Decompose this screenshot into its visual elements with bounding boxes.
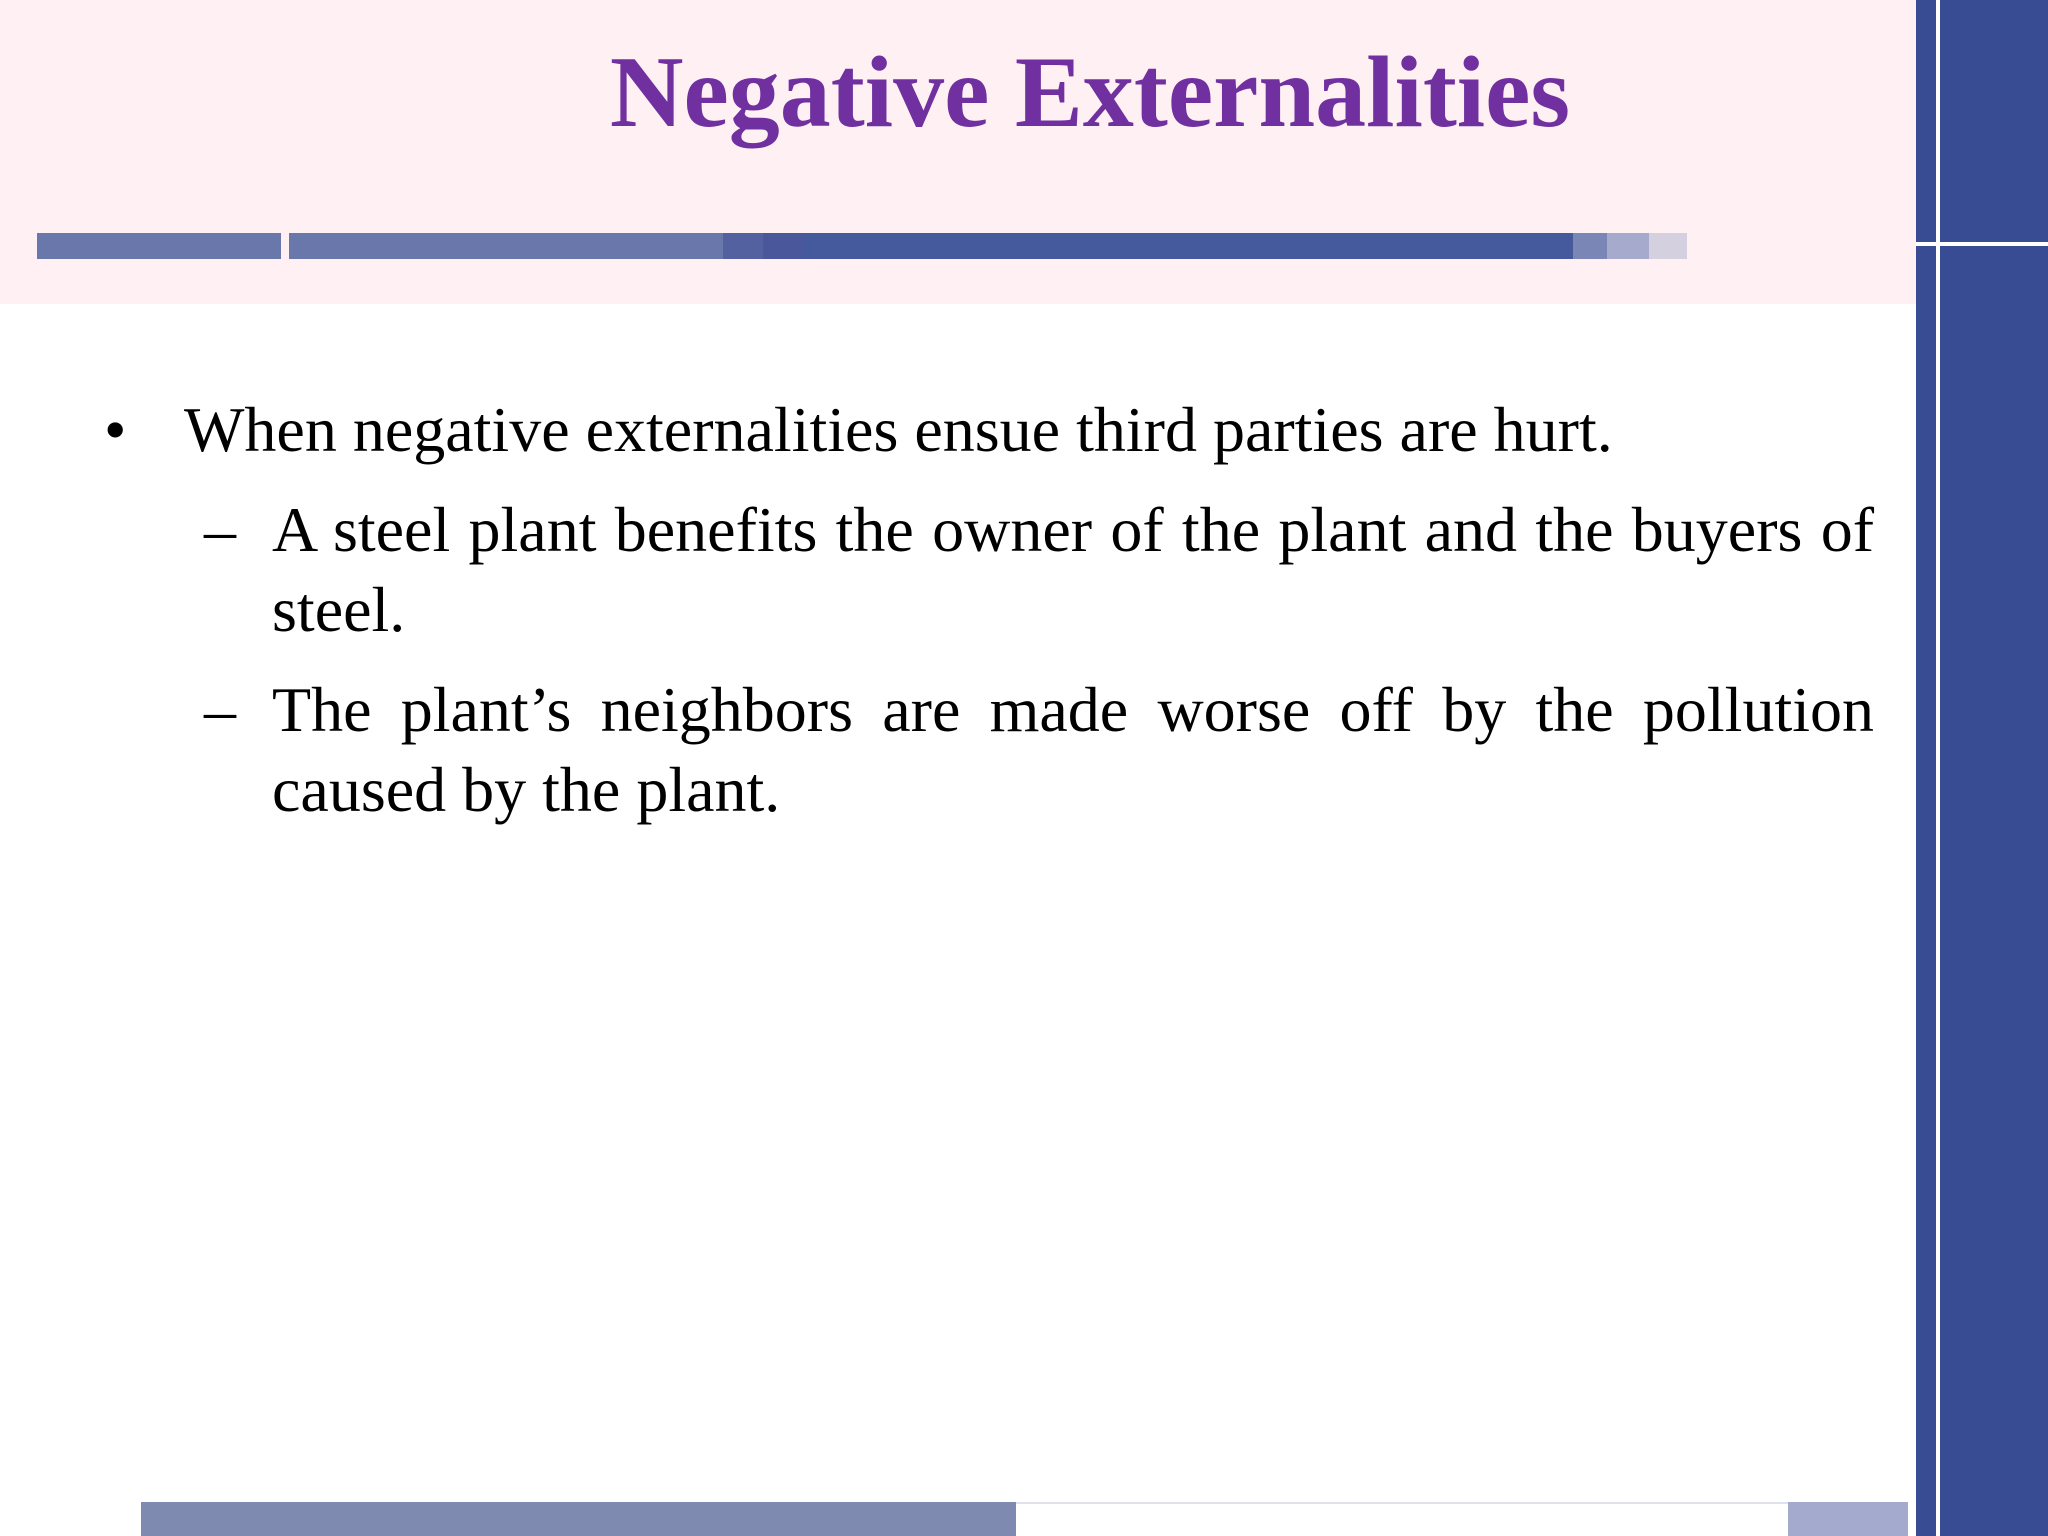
- sub-bullet-marker: –: [204, 674, 236, 745]
- sub-bullet-text: A steel plant benefits the owner of the plant and the buyers of steel.: [272, 494, 1874, 645]
- header-bar-segment: [37, 233, 281, 259]
- sub-bullet-marker: –: [204, 494, 236, 565]
- header-bar-segment: [763, 233, 803, 259]
- sub-bullet-text: The plant’s neighbors are made worse off by the pollution caused by the plant.: [272, 674, 1874, 825]
- footer-bar-segment: [1016, 1502, 1788, 1536]
- header-bar-segment: [1573, 233, 1607, 259]
- side-divider-horizontal: [1916, 242, 2048, 246]
- header-bar-segment: [803, 233, 1573, 259]
- bullet-text: When negative externalities ensue third parties are hurt.: [184, 394, 1613, 465]
- side-divider-vertical: [1936, 0, 1940, 1536]
- bullet-marker: •: [104, 394, 127, 465]
- header-bar-segment: [289, 233, 723, 259]
- header-bar-segment: [1649, 233, 1687, 259]
- header-bar-segment: [723, 233, 763, 259]
- footer-bar-segment: [141, 1502, 1016, 1536]
- header-bar-segment: [1607, 233, 1649, 259]
- slide-title: Negative Externalities: [609, 36, 1571, 149]
- footer-bar-segment: [1788, 1502, 1908, 1536]
